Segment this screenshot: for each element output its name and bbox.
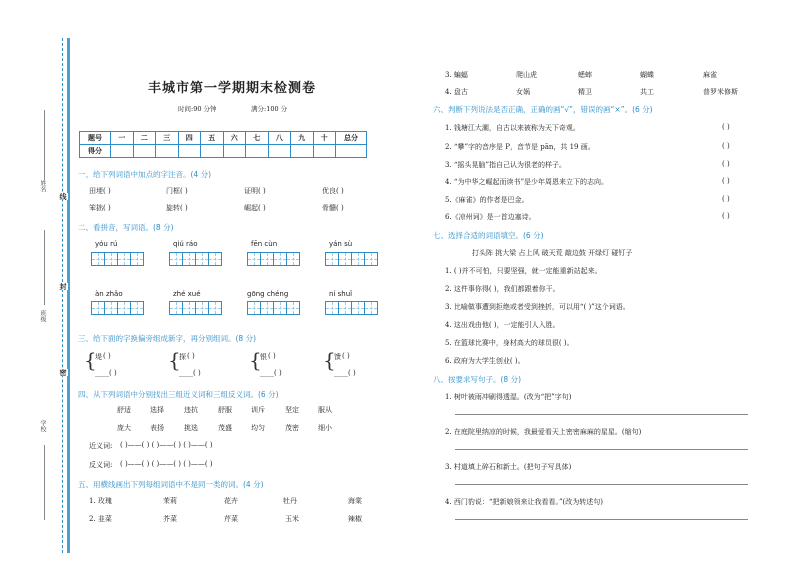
score-header-cell: 三 [156,132,179,145]
s6-answer-blank[interactable]: ( ) [722,123,730,131]
writing-grid[interactable] [130,301,144,315]
pinyin-label: yóu rú [95,240,118,248]
score-row-label: 得分 [80,145,111,158]
s7-item: 5. 在篮球比赛中，身材高大的球员很( )。 [445,339,574,347]
section-1-title: 一、给下列词语中加点的字注音。(4 分) [78,170,212,179]
s4-word: 违抗 [184,406,198,414]
writing-grid[interactable] [286,252,300,266]
pinyin-label: yán sù [329,240,353,248]
writing-grid[interactable] [117,252,131,266]
writing-grid[interactable] [338,301,352,315]
section-5-title: 五、用横线画出下列每组词语中不是同一类的词。(4 分) [78,480,264,489]
s6-statement: 2. “攀”字的音序是 P，音节是 pān，共 19 画。 [445,143,595,151]
writing-grid[interactable] [169,252,183,266]
score-cell[interactable] [223,145,246,158]
s5-word[interactable]: 芥菜 [163,515,177,523]
s6-answer-blank[interactable]: ( ) [722,142,730,150]
brace-icon: { [323,348,336,372]
section-8-title: 八、按要求写句子。(8 分) [433,375,522,384]
writing-grid[interactable] [325,252,339,266]
s3-char: 探 [179,353,186,361]
writing-grid[interactable] [351,301,365,315]
s5-word[interactable]: 爬山虎 [516,71,537,79]
score-cell[interactable] [178,145,201,158]
s5-word[interactable]: 女娲 [516,88,530,96]
score-header-cell: 八 [268,132,291,145]
page-title: 丰城市第一学期期末检测卷 [148,81,317,96]
s5-word[interactable]: 麻雀 [703,71,717,79]
s4-word: 舒服 [218,406,232,414]
s5-word[interactable]: 牡丹 [283,497,297,505]
score-cell[interactable] [111,145,134,158]
writing-grid[interactable] [273,252,287,266]
seal-mark-3: 密 [59,369,68,376]
s5-word[interactable]: 蟋蟀 [578,71,592,79]
score-cell[interactable] [268,145,291,158]
pinyin-label: ní shuǐ [329,290,353,298]
s8-item: 2. 在庭院里纳凉的时候，我最爱看天上密密麻麻的星星。(缩句) [445,428,642,436]
score-cell[interactable] [313,145,336,158]
s5-word[interactable]: 辣椒 [348,515,362,523]
score-header-cell: 一 [111,132,134,145]
writing-grid[interactable] [182,252,196,266]
s6-statement: 1. 钱塘江大潮，自古以来被称为天下奇观。 [445,124,580,132]
score-header-cell: 总分 [336,132,367,145]
s6-statement: 4. “为中华之崛起而读书”是少年周恩来立下的志向。 [445,178,609,186]
writing-grid[interactable] [260,252,274,266]
seal-mark-2: 封 [59,283,68,290]
s5-word[interactable]: 精卫 [578,88,592,96]
s4-word: 细小 [318,424,332,432]
exam-time: 时间:90 分钟 [178,105,217,113]
word-bank: 打头阵 挑大梁 占上风 破天荒 敲边鼓 开绿灯 碰钉子 [472,249,633,257]
name-label: 姓名 [39,180,46,192]
writing-grid[interactable] [260,301,274,315]
answer-line[interactable] [455,519,748,520]
writing-grid[interactable] [338,252,352,266]
s4-word: 训斥 [251,406,265,414]
s7-item: 4. 这出戏由他( )，一定能引人入胜。 [445,321,560,329]
writing-grid[interactable] [247,252,261,266]
s4-word: 舒适 [117,406,131,414]
s4-word: 庞大 [117,424,131,432]
s6-answer-blank[interactable]: ( ) [722,195,730,203]
s4-word: 服从 [318,406,332,414]
score-header-cell: 七 [246,132,269,145]
writing-grid[interactable] [325,301,339,315]
score-header-cell: 六 [223,132,246,145]
writing-grid[interactable] [91,301,105,315]
s3-char: 馈 [334,353,341,361]
score-table [79,131,367,158]
name-line [44,110,45,180]
writing-grid[interactable] [208,252,222,266]
s3-blank: ____( ) [179,369,201,377]
s3-blank: ( ) [268,352,276,360]
s4-word: 坚定 [285,406,299,414]
s7-item: 6. 政府为大学生创业( )。 [445,357,525,365]
answer-line[interactable] [455,449,748,450]
brace-icon: { [168,348,181,372]
s7-item: 1. ( )并不可怕，只要坚强，就一定能重新站起来。 [445,267,602,275]
s5-word[interactable]: 普罗米修斯 [703,88,738,96]
s5-word[interactable]: 芹菜 [224,515,238,523]
score-header-cell: 二 [133,132,156,145]
s5-word[interactable]: 玉米 [285,515,299,523]
writing-grid[interactable] [195,252,209,266]
section-4-title: 四、从下列词语中分别找出三组近义词和三组反义词。(6 分) [78,390,279,399]
s5-word[interactable]: 花卉 [224,497,238,505]
score-cell[interactable] [201,145,224,158]
writing-grid[interactable] [104,301,118,315]
pinyin-label: àn zhǎo [95,290,123,298]
synonym-label: 近义词: [89,442,113,450]
writing-grid[interactable] [195,301,209,315]
brace-icon: { [249,348,262,372]
s5-word[interactable]: 1. 玫瑰 [89,497,112,505]
s5-word[interactable]: 4. 盘古 [445,88,468,96]
s4-word: 茂密 [285,424,299,432]
s3-blank: ( ) [103,352,111,360]
s3-char: 银 [260,353,267,361]
binding-bar [67,38,70,553]
score-cell[interactable] [246,145,269,158]
writing-grid[interactable] [364,252,378,266]
score-header-cell: 题号 [80,132,111,145]
s3-blank: ____( ) [95,369,117,377]
s5-word[interactable]: 茉莉 [163,497,177,505]
section-6-title: 六、判断下列说法是否正确，正确的画“√”，错误的画“×”。(6 分) [433,105,653,114]
section-7-title: 七、选择合适的词语填空。(6 分) [433,231,544,240]
s4-word: 茂盛 [218,424,232,432]
writing-grid[interactable] [286,301,300,315]
score-cell[interactable] [156,145,179,158]
s6-answer-blank[interactable]: ( ) [722,177,730,185]
score-cell[interactable] [133,145,156,158]
seal-mark-1: 线 [59,193,68,200]
s6-statement: 6.《凉州词》是一首边塞诗。 [445,213,536,221]
section-3-title: 三、给下面的字换偏旁组成新字，再分别组词。(8 分) [78,334,257,343]
binding-line [62,38,63,553]
s6-statement: 5.《麻雀》的作者是巴金。 [445,196,529,204]
pinyin-label: qiú ráo [173,240,198,248]
writing-grid[interactable] [364,301,378,315]
writing-grid[interactable] [104,252,118,266]
writing-grid[interactable] [130,252,144,266]
pinyin-label: zhé xué [173,290,201,298]
s5-word[interactable]: 2. 韭菜 [89,515,112,523]
class-label: 班级 [39,310,46,322]
s6-answer-blank[interactable]: ( ) [722,212,730,220]
score-header-cell: 九 [291,132,314,145]
writing-grid[interactable] [182,301,196,315]
answer-line[interactable] [455,484,748,485]
score-header-cell: 十 [313,132,336,145]
s6-answer-blank[interactable]: ( ) [722,160,730,168]
s3-blank: ( ) [187,352,195,360]
antonym-blanks: ( )——( ) ( )——( ) ( )——( ) [120,460,213,468]
antonym-label: 反义词: [89,461,113,469]
s6-statement: 3. “摇头晃脑”指自己认为很老的样子。 [445,161,567,169]
s3-blank: ____( ) [260,369,282,377]
pinyin-label: fēn cùn [251,240,278,248]
score-header-cell: 四 [178,132,201,145]
s7-item: 2. 这件事你得( )，我们都跟着你干。 [445,285,560,293]
s5-word[interactable]: 海棠 [348,497,362,505]
s4-word: 选择 [150,406,164,414]
s5-word[interactable]: 3. 蝙蝠 [445,71,468,79]
s1-item: 证明( ) [244,187,266,195]
s3-blank: ____( ) [334,369,356,377]
s1-item: 门框( ) [166,187,188,195]
s8-item: 1. 树叶被雨冲刷得透湿。(改为“把”字句) [445,393,572,401]
brace-icon: { [84,348,97,372]
writing-grid[interactable] [169,301,183,315]
writing-grid[interactable] [91,252,105,266]
writing-grid[interactable] [273,301,287,315]
answer-line[interactable] [455,414,748,415]
class-line [44,230,45,305]
s5-word[interactable]: 共工 [640,88,654,96]
s4-word: 均匀 [251,424,265,432]
s5-word[interactable]: 蝴蝶 [640,71,654,79]
s8-item: 4. 西门豹说：“把新娘领来让我看看。”(改为转述句) [445,498,604,506]
s3-char: 堤 [95,353,102,361]
s4-word: 挑选 [184,424,198,432]
writing-grid[interactable] [247,301,261,315]
score-cell[interactable] [336,145,367,158]
writing-grid[interactable] [351,252,365,266]
section-2-title: 二、看拼音，写词语。(8 分) [78,223,174,232]
score-cell[interactable] [291,145,314,158]
s8-item: 3. 村道填上碎石和新土。(把句子写具体) [445,463,572,471]
school-line [44,445,45,520]
pinyin-label: gōng chéng [247,290,289,298]
writing-grid[interactable] [117,301,131,315]
s1-item: 崛起( ) [244,204,266,212]
s1-item: 骨髓( ) [322,204,344,212]
s1-item: 笨拙( ) [89,204,111,212]
school-label: 学校 [39,420,46,432]
score-header-cell: 五 [201,132,224,145]
s7-item: 3. 比喻做事遭到拒绝或者受到挫折，可以用“( )”这个词语。 [445,303,630,311]
s4-word: 表扬 [150,424,164,432]
writing-grid[interactable] [208,301,222,315]
s1-item: 旋转( ) [166,204,188,212]
synonym-blanks: ( )——( ) ( )——( ) ( )——( ) [120,441,213,449]
exam-score: 满分:100 分 [251,105,288,113]
s1-item: 田埂( ) [89,187,111,195]
s1-item: 优良( ) [322,187,344,195]
s3-blank: ( ) [342,352,350,360]
